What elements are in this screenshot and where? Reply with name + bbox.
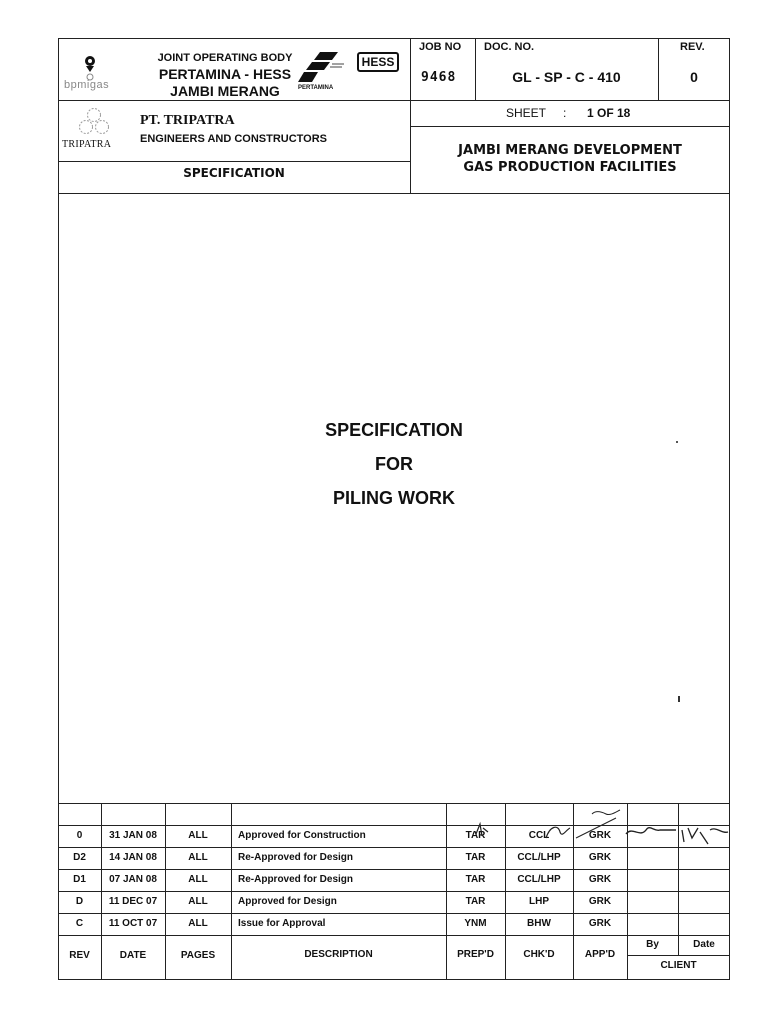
rev-label: REV.: [680, 41, 705, 53]
jv-line-3: JAMBI MERANG: [170, 83, 280, 99]
date-cell: 11 OCT 07: [108, 918, 158, 929]
handwritten-signatures: [446, 808, 730, 848]
scan-speck: [678, 696, 680, 702]
rev-table-top: [58, 803, 730, 804]
appd-cell: GRK: [588, 830, 612, 841]
doc-no-value: GL - SP - C - 410: [512, 69, 621, 85]
pages-cell: ALL: [188, 896, 208, 907]
appd-cell: GRK: [588, 896, 612, 907]
prepd-header: PREP'D: [457, 949, 494, 960]
jv-line-1: JOINT OPERATING BODY: [157, 52, 293, 64]
chkd-cell: CCL/LHP: [517, 874, 561, 885]
prepd-cell: TAR: [465, 852, 486, 863]
description-cell: Re-Approved for Design: [238, 852, 354, 863]
rev-cell: 0: [76, 830, 83, 841]
sheet-value: 1 OF 18: [587, 106, 631, 120]
job-no-value: 9468: [421, 70, 457, 85]
pages-cell: ALL: [188, 852, 208, 863]
rev-table-client-divider: [627, 955, 730, 956]
project-line-1: JAMBI MERANG DEVELOPMENT: [458, 143, 682, 158]
tripatra-mark-icon: [72, 106, 116, 138]
rev-table-header-top: [58, 935, 730, 936]
tripatra-logo: [62, 106, 132, 156]
pages-cell: ALL: [188, 874, 208, 885]
rev-table-line-4: [58, 913, 730, 914]
tripatra-logo-text: TRIPATRA: [62, 139, 112, 150]
title-line-2: FOR: [375, 454, 413, 474]
client-date-header: Date: [693, 939, 715, 950]
description-cell: Approved for Construction: [238, 830, 366, 841]
bpmigas-logo-text: bpmigas: [64, 79, 110, 91]
rev-table-line-3: [58, 891, 730, 892]
description-cell: Approved for Design: [238, 896, 337, 907]
pertamina-logo: [298, 50, 348, 94]
prepd-cell: TAR: [465, 830, 486, 841]
pages-header: PAGES: [180, 950, 216, 961]
prepd-cell: TAR: [465, 874, 486, 885]
appd-cell: GRK: [588, 918, 612, 929]
doc-no-label: DOC. NO.: [484, 41, 535, 53]
date-cell: 31 JAN 08: [109, 830, 157, 841]
chkd-cell: CCL: [528, 830, 550, 841]
appd-cell: GRK: [588, 852, 612, 863]
pertamina-logo-text: PERTAMINA: [298, 85, 334, 91]
contractor-sub: ENGINEERS AND CONSTRUCTORS: [140, 133, 328, 145]
appd-header: APP'D: [584, 949, 616, 960]
hess-logo: HESS: [357, 52, 399, 72]
scan-speck: [676, 441, 678, 443]
rev-header: REV: [69, 950, 90, 961]
bpmigas-logo: [62, 48, 126, 96]
date-cell: 11 DEC 07: [108, 896, 158, 907]
chkd-cell: BHW: [527, 918, 551, 929]
rev-cell: C: [75, 918, 84, 929]
sheet-label: SHEET: [506, 106, 547, 120]
pertamina-mark-icon: [298, 50, 348, 84]
doc-type: SPECIFICATION: [183, 166, 285, 180]
rev-cell: D2: [73, 852, 86, 863]
prepd-cell: TAR: [465, 896, 486, 907]
header-line-bottom: [58, 193, 730, 194]
chkd-cell: CCL/LHP: [517, 852, 561, 863]
description-cell: Issue for Approval: [238, 918, 326, 929]
sheet-separator: :: [563, 106, 567, 120]
contractor-name: PT. TRIPATRA: [140, 113, 235, 128]
pages-cell: ALL: [188, 830, 208, 841]
client-header: CLIENT: [660, 960, 697, 971]
header-line-2: [58, 161, 410, 162]
appd-cell: GRK: [588, 874, 612, 885]
rev-table-line-2: [58, 869, 730, 870]
header-line-1: [58, 100, 730, 101]
jv-line-2: PERTAMINA - HESS: [158, 66, 292, 82]
description-cell: Re-Approved for Design: [238, 874, 354, 885]
date-cell: 14 JAN 08: [109, 852, 157, 863]
date-header: DATE: [119, 950, 147, 961]
description-header: DESCRIPTION: [304, 949, 373, 960]
chkd-cell: LHP: [529, 896, 549, 907]
date-cell: 07 JAN 08: [109, 874, 157, 885]
rev-value: 0: [690, 69, 698, 85]
pages-cell: ALL: [188, 918, 208, 929]
title-line-3: PILING WORK: [333, 488, 455, 508]
title-line-1: SPECIFICATION: [325, 420, 463, 440]
header-line-sheet: [410, 126, 730, 127]
client-by-header: By: [646, 939, 659, 950]
chkd-header: CHK'D: [523, 949, 555, 960]
rev-cell: D1: [73, 874, 86, 885]
prepd-cell: YNM: [464, 918, 487, 929]
job-no-label: JOB NO: [419, 41, 462, 53]
project-line-2: GAS PRODUCTION FACILITIES: [463, 160, 677, 175]
rev-cell: D: [75, 896, 84, 907]
